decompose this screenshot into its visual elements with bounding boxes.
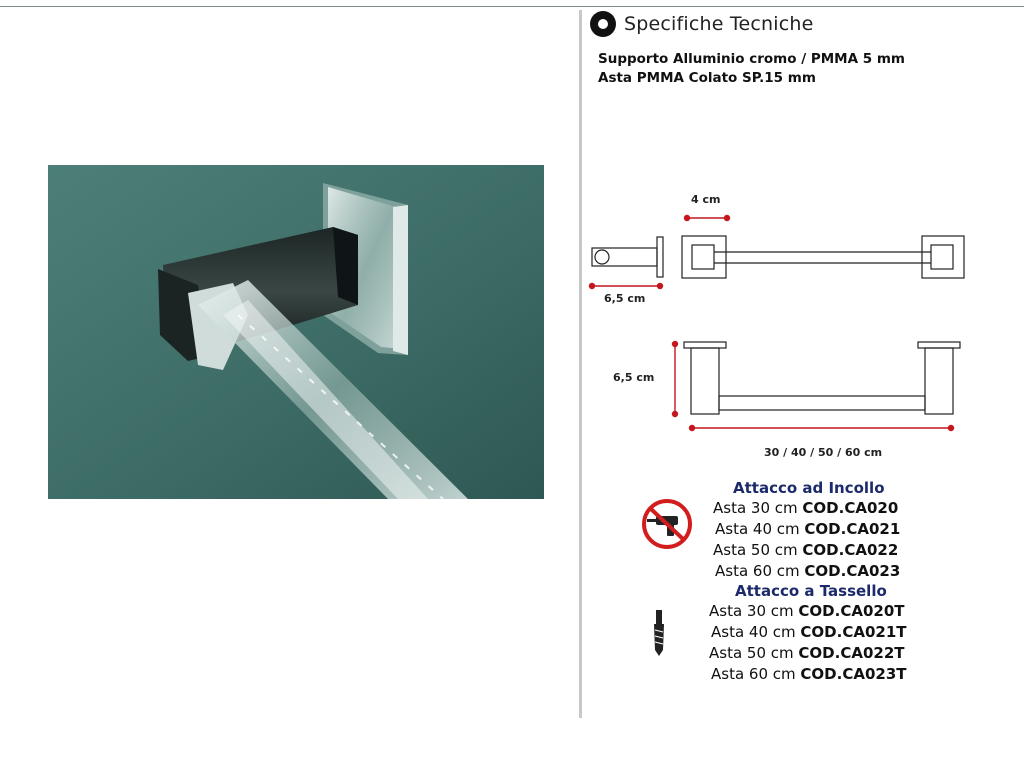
no-drill-icon — [640, 498, 694, 550]
code-line: Asta 50 cm COD.CA022T — [709, 644, 905, 662]
dim-height-label: 6,5 cm — [613, 371, 655, 384]
code-line: Asta 40 cm COD.CA021T — [711, 623, 907, 641]
spec-material-support: Supporto Alluminio cromo / PMMA 5 mm — [598, 51, 905, 67]
group-title-tassello: Attacco a Tassello — [735, 582, 887, 600]
spec-title: Specifiche Tecniche — [624, 13, 814, 35]
group-title-incollo: Attacco ad Incollo — [733, 479, 885, 497]
code-line: Asta 30 cm COD.CA020T — [709, 602, 905, 620]
top-rule — [0, 6, 1024, 7]
code-line: Asta 40 cm COD.CA021 — [715, 520, 901, 538]
dim-depth-label: 6,5 cm — [604, 292, 646, 305]
bullet-icon — [590, 11, 616, 37]
spec-material-bar: Asta PMMA Colato SP.15 mm — [598, 70, 816, 86]
product-photo — [48, 165, 544, 499]
code-line: Asta 60 cm COD.CA023 — [715, 562, 901, 580]
wall-plug-icon — [652, 610, 666, 656]
code-line: Asta 50 cm COD.CA022 — [713, 541, 899, 559]
spec-header — [590, 10, 814, 38]
code-line: Asta 60 cm COD.CA023T — [711, 665, 907, 683]
code-line: Asta 30 cm COD.CA020 — [713, 499, 899, 517]
technical-drawing — [580, 180, 980, 460]
dim-width-label: 4 cm — [691, 193, 721, 206]
dim-length-label: 30 / 40 / 50 / 60 cm — [764, 446, 883, 459]
